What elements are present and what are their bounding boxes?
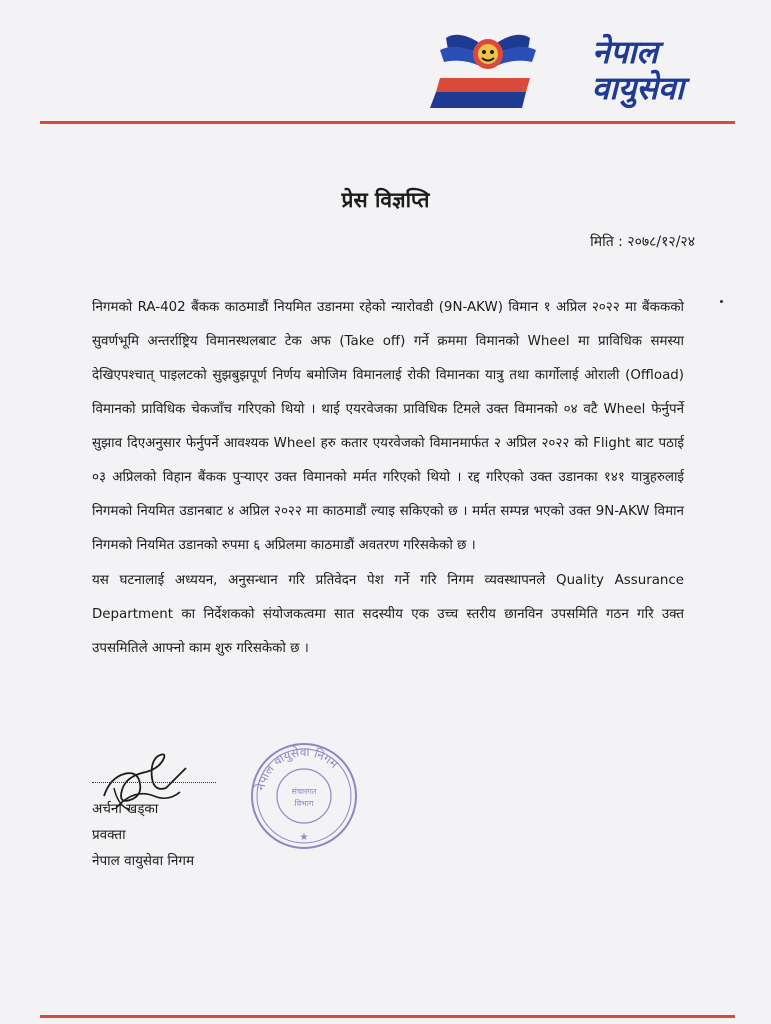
header-divider — [40, 121, 735, 124]
margin-dot — [720, 300, 723, 303]
body-paragraph-1: निगमको RA-402 बैंकक काठमाडौं नियमित उडानमा रहेको न्यारोवडी (9N-AKW) विमान १ अप्रिल २०२२ मा बैंककको सुवर्णभूमि अन्तर्राष्ट्रिय विमानस्थलबाट टेक अफ (Take off) गर्ने क्रममा विमानको Wheel मा प्राविधिक समस्या देखिएपश्चात् पाइलटको सुझबुझपूर्ण निर्णय बमोजिम विमानलाई रोकी विमानका यात्रु तथा कार्गोलाई ओराली (Offload) विमानको प्राविधिक चेकजाँच गरिएको थियो । थाई एयरवेजका प्राविधिक टिमले उक्त विमानको ०४ वटै Wheel फेर्नुपर्ने सुझाव दिएअनुसार फेर्नुपर्ने आवश्यक Wheel हरु कतार एयरवेजको विमानमार्फत २ अप्रिल २०२२ को Flight बाट पठाई ०३ अप्रिलको विहान बैंकक पुऱ्याएर उक्त विमानको मर्मत गरिएको थियो । रद्द गरिएको उक्त उडानका १४१ यात्रुहरुलाई निगमको नियमित उडानबाट ४ अप्रिल २०२२ मा काठमाडौं ल्याइ सकिएको छ । मर्मत सम्पन्न भएको उक्त 9N-AKW विमान निगमको नियमित उडानको रुपमा ६ अप्रिलमा काठमाडौं अवतरण गरिसकेको छ । — [92, 300, 684, 553]
winged-emblem-icon — [428, 28, 598, 114]
stamp-inner-line1: संचारगत — [291, 787, 317, 796]
stamp-outer-text: नेपाल वायुसेवा निगम — [253, 744, 341, 792]
footer-divider — [40, 1015, 735, 1018]
stamp-star-icon: ★ — [299, 832, 309, 843]
document-date: मिति : २०७८/१२/२४ — [590, 234, 695, 250]
signature-line — [92, 782, 216, 783]
logo-text-vayusewa: वायुसेवा — [591, 69, 684, 107]
official-stamp — [248, 740, 360, 852]
nepal-airlines-logo — [428, 28, 688, 114]
signatory-role: प्रवक्ता — [92, 827, 126, 843]
document-body — [92, 291, 684, 666]
signatory-name: अर्चना खड्का — [92, 801, 159, 817]
signatory-organization: नेपाल वायुसेवा निगम — [92, 853, 195, 869]
logo-text-nepal: नेपाल — [592, 33, 658, 71]
signatory-block — [92, 796, 194, 874]
body-paragraph-2: यस घटनालाई अध्ययन, अनुसन्धान गरि प्रतिवेदन पेश गर्ने गरि निगम व्यवस्थापनले Quality Assurance Department का निर्देशकको संयोजकत्वमा सात सदस्यीय एक उच्च स्तरीय छानविन उपसमिति गठन गरि उक्त उपसमितिले आफ्नो काम शुरु गरिसकेको छ । — [92, 573, 684, 656]
stamp-inner-line2: विभाग — [294, 799, 314, 808]
page-title: प्रेस विज्ञप्ति — [341, 188, 430, 212]
